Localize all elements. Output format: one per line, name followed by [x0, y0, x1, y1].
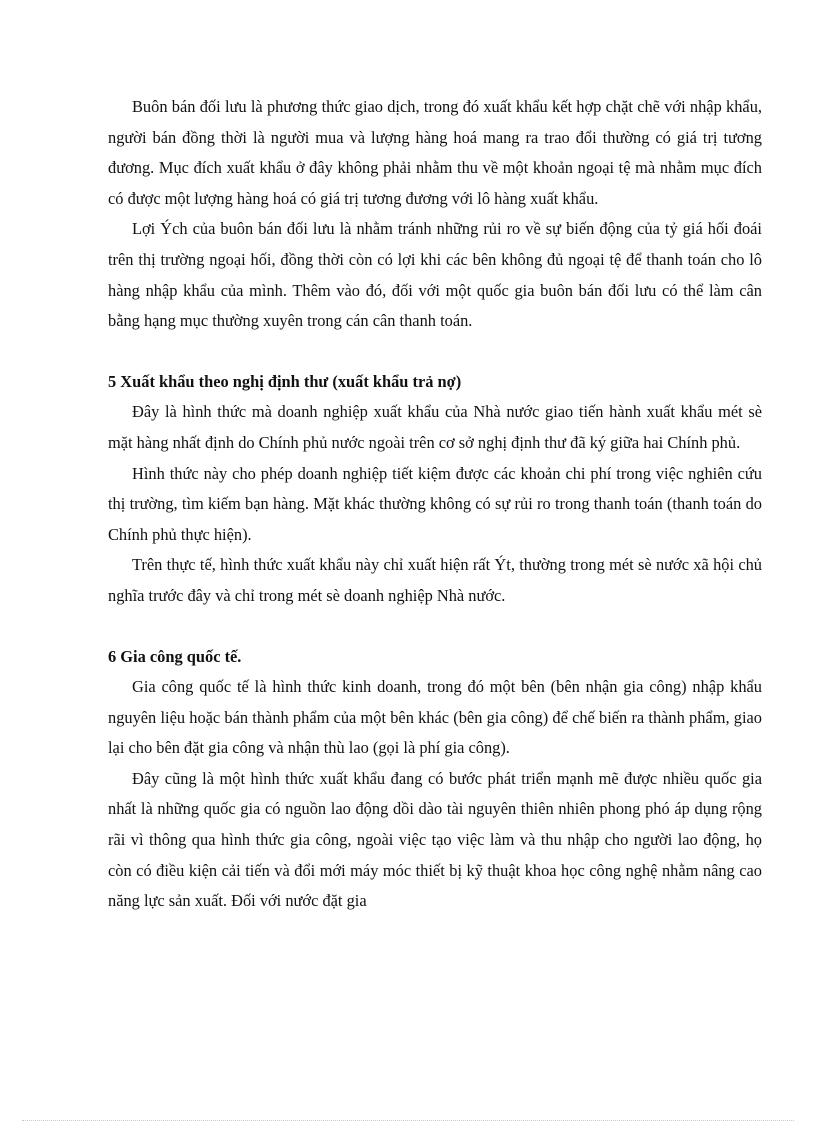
paragraph: Hình thức này cho phép doanh nghiệp tiết kiệm được các khoản chi phí trong việc nghiên cứu thị trường, tìm kiếm bạn hàng. Mặt khác thường không có sự rủi ro trong thanh toán (thanh toán do Chính phủ thực hiện). — [108, 463, 762, 544]
section-heading: 5 Xuất khẩu theo nghị định thư (xuất khẩu trả nợ) — [108, 371, 462, 391]
section-heading: 6 Gia công quốc tế. — [108, 646, 242, 666]
paragraph: Đây cũng là một hình thức xuất khẩu đang có bước phát triển mạnh mẽ được nhiều quốc gia nhất là những quốc gia có nguồn lao động dồi dào tài nguyên thiên nhiên phong phó áp dụng rộng rãi vì thông qua hình thức gia công, ngoài việc tạo việc làm và thu nhập cho người lao động, họ còn có điều kiện cải tiến và đổi mới máy móc thiết bị kỹ thuật khoa học công nghệ nhằm nâng cao năng lực sản xuất. Đối với nước đặt gia — [108, 768, 762, 911]
paragraph: Trên thực tế, hình thức xuất khẩu này chỉ xuất hiện rất Ýt, thường trong mét sè nước xã hội chủ nghĩa trước đây và chỉ trong mét sè doanh nghiệp Nhà nước. — [108, 555, 762, 605]
section-spacer — [108, 612, 762, 642]
paragraph: Gia công quốc tế là hình thức kinh doanh, trong đó một bên (bên nhận gia công) nhập khẩu nguyên liệu hoặc bán thành phẩm của một bên khác (bên gia công) để chế biến ra thành phẩm, giao lại cho bên đặt gia công và nhận thù lao (gọi là phí gia công). — [108, 677, 762, 758]
section-spacer — [108, 337, 762, 367]
paragraph: Đây là hình thức mà doanh nghiệp xuất khẩu của Nhà nước giao tiến hành xuất khẩu mét sè mặt hàng nhất định do Chính phủ nước ngoài trên cơ sở nghị định thư đã ký giữa hai Chính phủ. — [108, 402, 762, 452]
paragraph: Lợi Ých của buôn bán đối lưu là nhằm tránh những rủi ro về sự biến động của tỷ giá hối đoái trên thị trường ngoại hối, đồng thời còn có lợi khi các bên không đủ ngoại tệ để thanh toán cho lô hàng nhập khẩu của mình. Thêm vào đó, đối với một quốc gia buôn bán đối lưu có thể làm cân bằng hạng mục thường xuyên trong cán cân thanh toán. — [108, 219, 762, 331]
document-body — [108, 92, 762, 917]
paragraph: Buôn bán đối lưu là phương thức giao dịch, trong đó xuất khẩu kết hợp chặt chẽ với nhập khẩu, người bán đồng thời là người mua và lượng hàng hoá mang ra trao đổi thường có giá trị tương đương. Mục đích xuất khẩu ở đây không phải nhằm thu về một khoản ngoại tệ mà nhằm mục đích có được một lượng hàng hoá có giá trị tương đương với lô hàng xuất khẩu. — [108, 97, 762, 208]
page-bottom-divider — [22, 1120, 794, 1121]
